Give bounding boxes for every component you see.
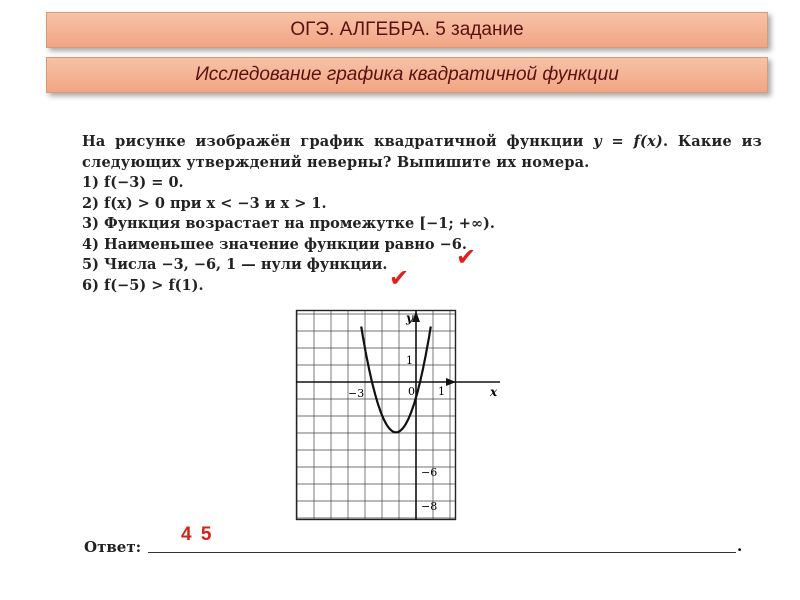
y-axis-label: y [406,311,413,325]
task-intro [82,132,762,173]
tick-label-neg8: −8 [421,500,438,513]
statement-1: 1) f(−3) = 0. [82,174,184,191]
intro-mid: . Какие из следующих утверждений [82,133,762,171]
page-subtitle: Исследование графика квадратичной функции [195,64,619,85]
statement-5: 5) Числа −3, −6, 1 — нули функции. [82,256,388,273]
subtitle-banner [46,57,768,93]
task-text [82,132,762,296]
answer-label: Ответ: [84,538,142,556]
x-axis-label: x [490,385,498,399]
tick-label-one-x: 1 [438,385,445,398]
graph-background [296,310,456,520]
intro-post: ? Выпишите их номера. [382,153,590,171]
intro-pre: На рисунке изображён график квадратичной функции [82,133,594,150]
tick-label-one-y: 1 [406,354,413,367]
answer-dot: . [737,537,743,555]
answer-value: 4 5 [181,524,214,545]
tick-label-neg6: −6 [421,466,438,479]
tick-label-neg3: −3 [348,387,365,400]
check-mark-icon: ✔ [389,264,410,292]
statement-3: 3) Функция возрастает на промежутке [−1; +∞). [82,215,495,232]
intro-bold: неверны [307,153,383,171]
check-mark-icon: ✔ [456,243,477,271]
answer-line [148,552,736,553]
statement-2: 2) f(x) > 0 при x < −3 и x > 1. [82,194,327,212]
function-graph [296,310,498,520]
intro-func: y = f(x) [593,133,663,150]
title-banner [46,12,768,48]
statement-4: 4) Наименьшее значение функции равно −6. [82,235,467,253]
tick-label-zero: 0 [408,385,415,398]
page-title: ОГЭ. АЛГЕБРА. 5 задание [290,19,524,40]
statement-6: 6) f(−5) > f(1). [82,276,204,294]
